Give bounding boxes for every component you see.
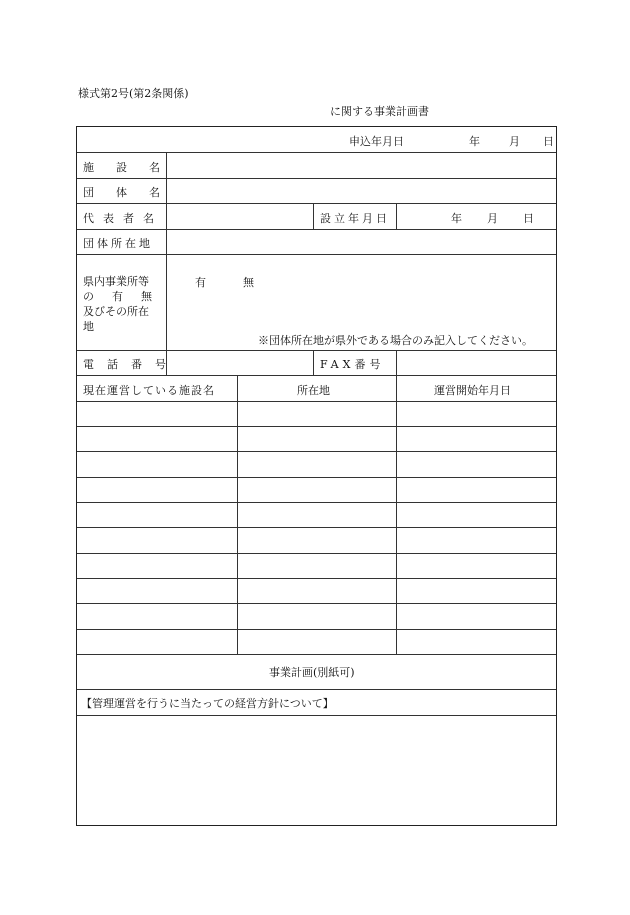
representative-field[interactable] xyxy=(167,204,312,228)
facility-start-date-cell[interactable] xyxy=(397,402,555,426)
facility-start-date-cell[interactable] xyxy=(397,630,555,654)
phone-text: 電話番号 xyxy=(83,358,179,371)
office-label-line3: 及びその所在 xyxy=(83,305,149,318)
facility-start-date-cell[interactable] xyxy=(397,427,555,451)
table-row xyxy=(77,402,556,426)
form-table xyxy=(76,126,557,826)
document-title: に関する事業計画書 xyxy=(330,105,429,118)
table-row xyxy=(77,554,556,578)
table-row xyxy=(77,604,556,628)
table-row xyxy=(77,579,556,603)
fax-field[interactable] xyxy=(397,351,555,374)
representative-label xyxy=(83,210,163,226)
table-row xyxy=(77,478,556,502)
facility-name-cell[interactable] xyxy=(78,503,237,527)
facilities-header-location: 所在地 xyxy=(297,384,330,397)
table-row xyxy=(77,630,556,654)
established-month-label: 月 xyxy=(487,212,498,225)
facility-start-date-cell[interactable] xyxy=(397,554,555,578)
facility-name-field[interactable] xyxy=(167,153,555,177)
facility-name-cell[interactable] xyxy=(78,579,237,603)
application-day-label: 日 xyxy=(543,135,554,148)
facility-name-cell[interactable] xyxy=(78,630,237,654)
facility-name-cell[interactable] xyxy=(78,478,237,502)
facilities-header-name: 現在運営している施設名 xyxy=(83,384,215,397)
representative-text: 代表者名 xyxy=(83,212,163,225)
facilities-header-start-date: 運営開始年月日 xyxy=(434,384,511,397)
form-reference: 様式第2号(第2条関係) xyxy=(78,87,189,100)
facility-start-date-cell[interactable] xyxy=(397,579,555,603)
office-label-line4: 地 xyxy=(83,320,94,333)
policy-text-area[interactable] xyxy=(78,716,555,824)
group-address-text: 団体所在地 xyxy=(83,237,153,250)
facility-start-date-cell[interactable] xyxy=(397,529,555,553)
application-month-label: 月 xyxy=(509,135,520,148)
facility-name-cell[interactable] xyxy=(78,529,237,553)
table-row xyxy=(77,503,556,527)
facility-start-date-cell[interactable] xyxy=(397,453,555,477)
group-name-field[interactable] xyxy=(167,179,555,203)
facility-name-cell[interactable] xyxy=(78,402,237,426)
facility-name-label xyxy=(83,159,182,175)
fax-text: FAX番号 xyxy=(320,358,385,371)
group-name-text: 団体名 xyxy=(83,186,182,199)
office-label-line2-text: の有無 xyxy=(83,290,170,303)
fax-label xyxy=(320,356,384,372)
facility-location-cell[interactable] xyxy=(238,579,396,603)
facility-start-date-cell[interactable] xyxy=(397,604,555,628)
application-year-label: 年 xyxy=(469,135,480,148)
established-date-text: 設立年月日 xyxy=(320,212,390,225)
established-day-label: 日 xyxy=(523,212,534,225)
facility-location-cell[interactable] xyxy=(238,427,396,451)
plan-title: 事業計画(別紙可) xyxy=(269,666,355,679)
office-yes-option[interactable]: 有 xyxy=(195,276,206,289)
office-label-line1: 県内事業所等 xyxy=(83,275,149,288)
office-note: ※団体所在地が県外である場合のみ記入してください。 xyxy=(258,334,533,347)
table-row xyxy=(77,427,556,451)
facility-name-text: 施設名 xyxy=(83,161,182,174)
facility-location-cell[interactable] xyxy=(238,453,396,477)
facility-name-cell[interactable] xyxy=(78,604,237,628)
facility-start-date-cell[interactable] xyxy=(397,478,555,502)
facility-name-cell[interactable] xyxy=(78,554,237,578)
phone-label xyxy=(83,356,179,372)
table-row xyxy=(77,453,556,477)
office-label-line2 xyxy=(83,288,170,304)
phone-field[interactable] xyxy=(167,351,312,374)
group-address-field[interactable] xyxy=(167,230,555,254)
facility-name-cell[interactable] xyxy=(78,427,237,451)
facility-location-cell[interactable] xyxy=(238,478,396,502)
group-address-label xyxy=(83,235,153,251)
established-year-label: 年 xyxy=(451,212,462,225)
policy-heading: 【管理運営を行うに当たっての経営方針について】 xyxy=(81,697,334,710)
facility-location-cell[interactable] xyxy=(238,604,396,628)
facility-location-cell[interactable] xyxy=(238,529,396,553)
table-row xyxy=(77,529,556,553)
facility-name-cell[interactable] xyxy=(78,453,237,477)
established-date-label xyxy=(320,210,390,226)
facility-location-cell[interactable] xyxy=(238,503,396,527)
facility-start-date-cell[interactable] xyxy=(397,503,555,527)
facility-location-cell[interactable] xyxy=(238,630,396,654)
facility-location-cell[interactable] xyxy=(238,554,396,578)
application-date-label: 申込年月日 xyxy=(349,135,404,148)
office-no-option[interactable]: 無 xyxy=(243,276,254,289)
facility-location-cell[interactable] xyxy=(238,402,396,426)
